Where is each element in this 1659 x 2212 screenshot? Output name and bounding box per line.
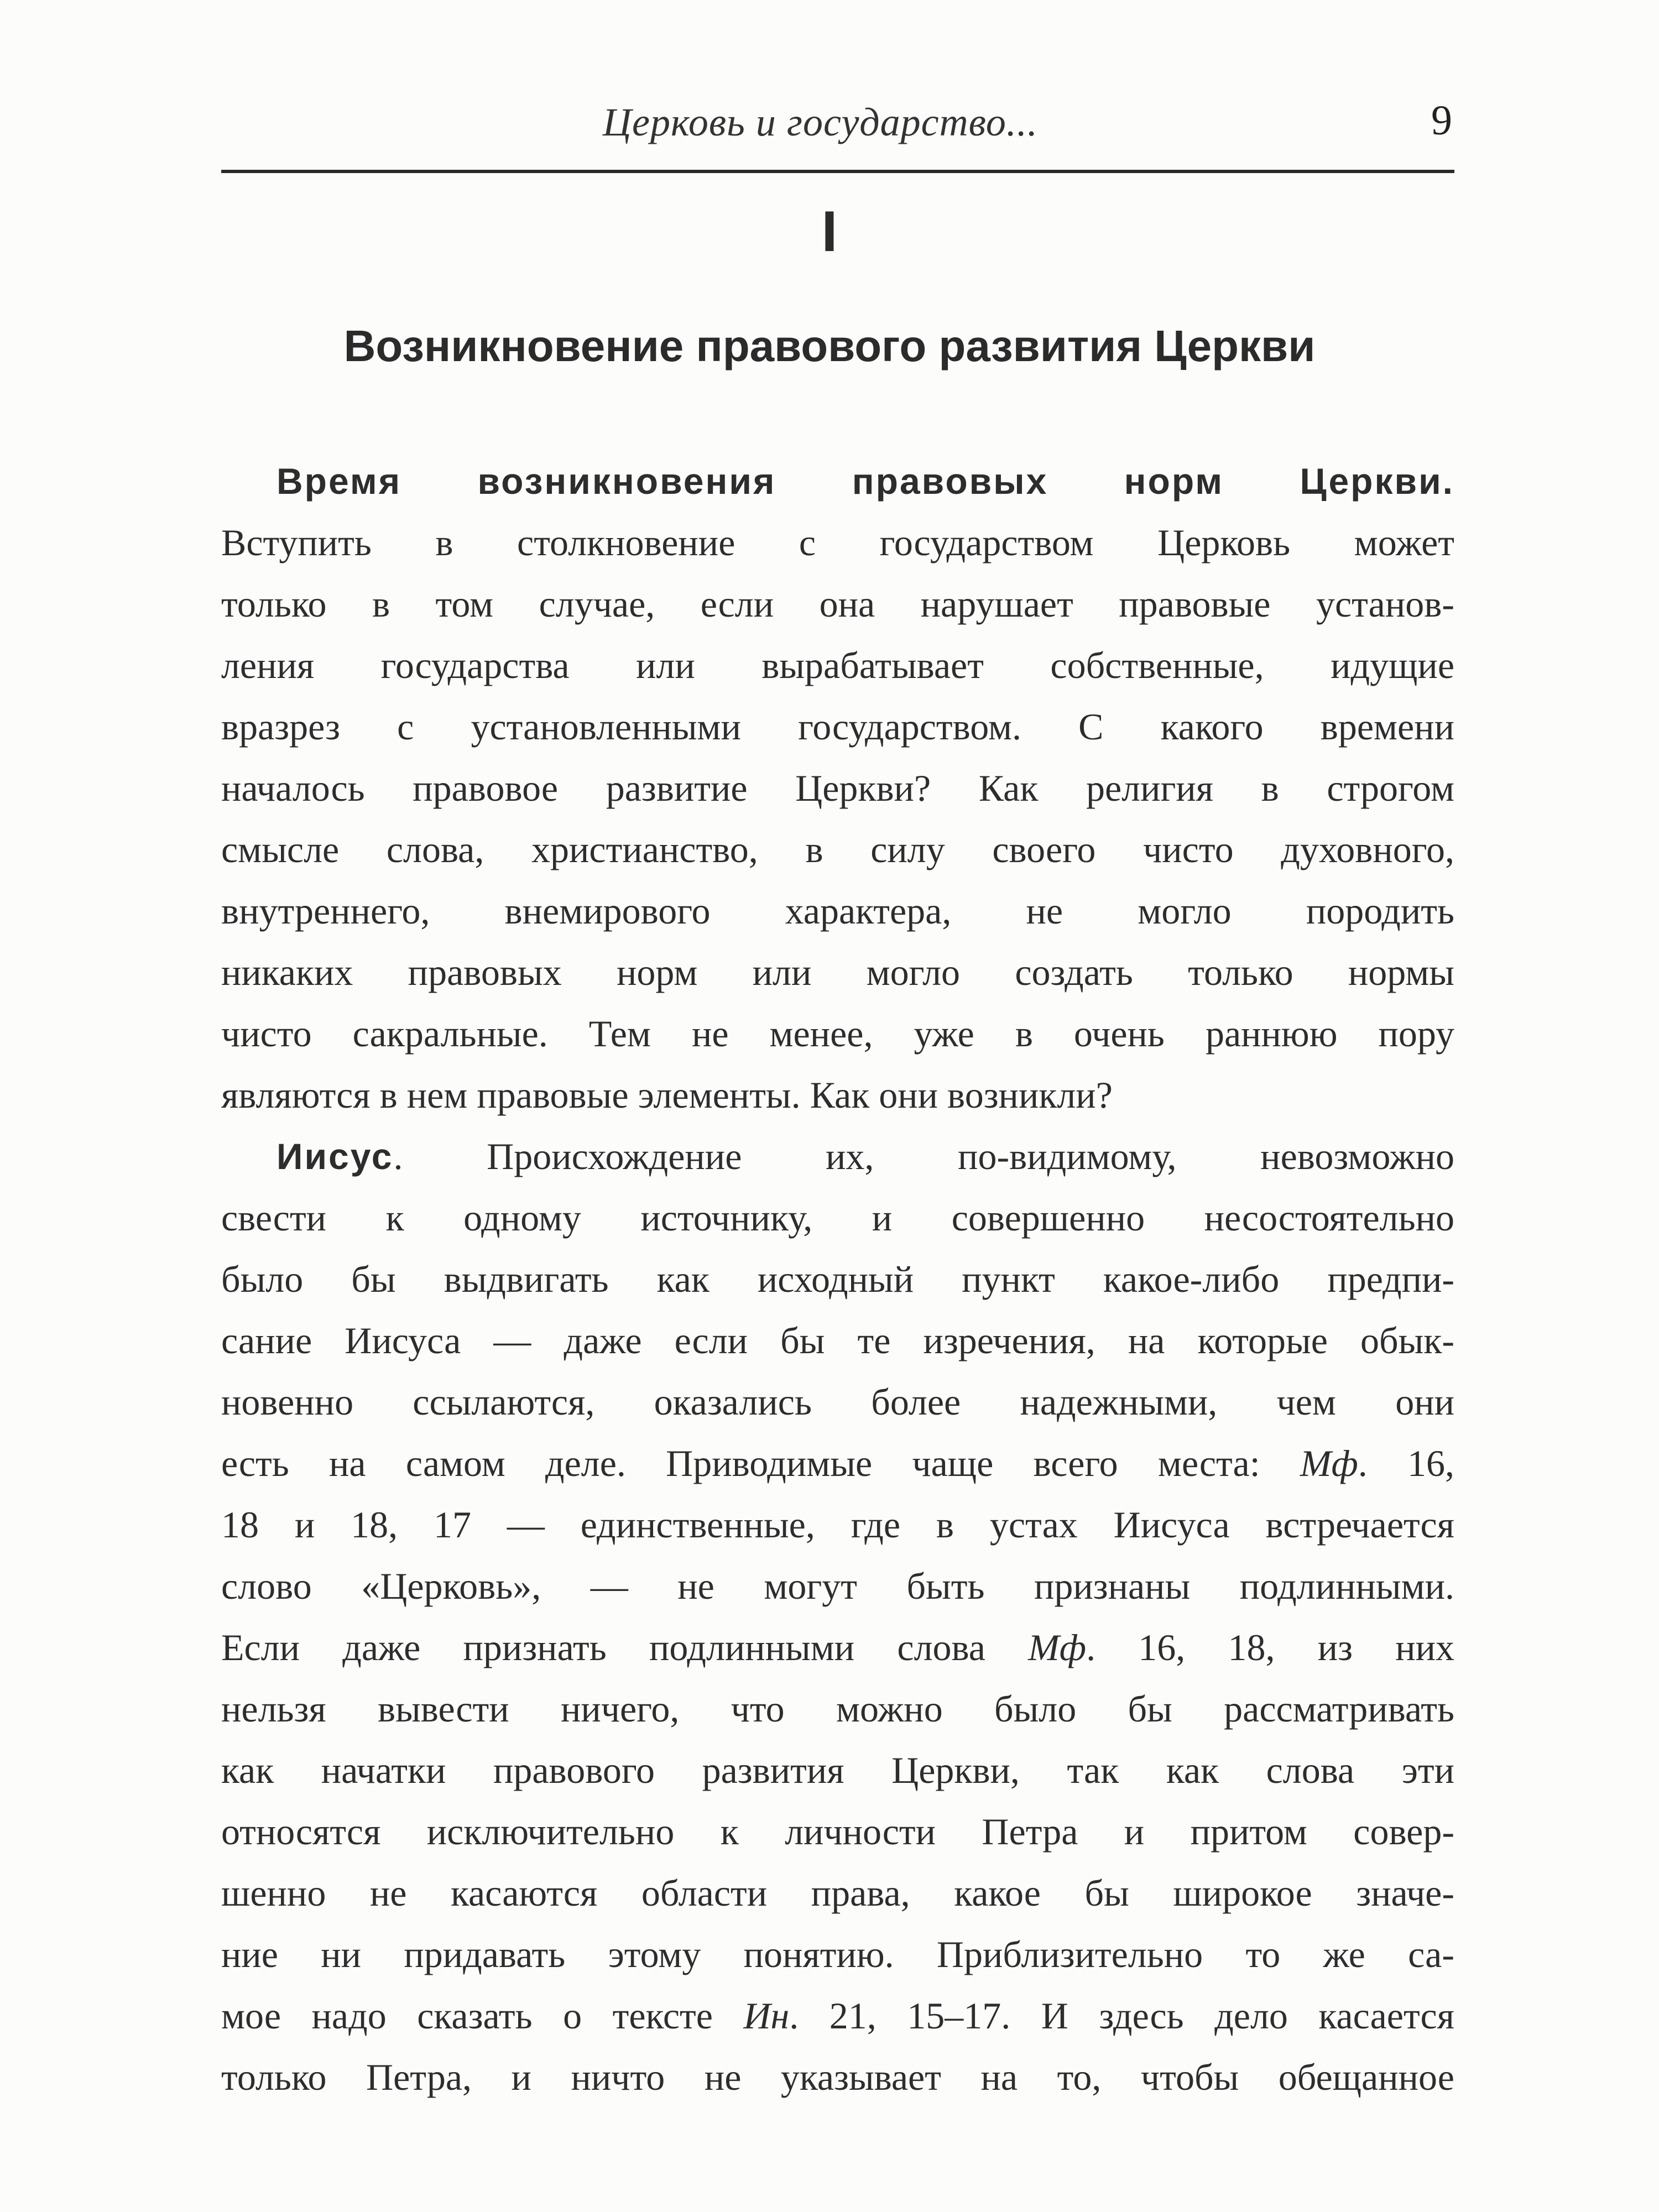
text-line bbox=[221, 1126, 1454, 1187]
text-line: внутреннего, внемирового характера, не могло породить bbox=[221, 890, 1454, 932]
text-fragment: есть на самом деле. Приводимые чаще всего места: bbox=[221, 1442, 1300, 1484]
text-line: 18 и 18, 17 — единственные, где в устах Иисуса встречается bbox=[221, 1504, 1454, 1546]
text-line: никаких правовых норм или могло создать только нормы bbox=[221, 951, 1454, 993]
text-line: новенно ссылаются, оказались более надежными, чем они bbox=[221, 1381, 1454, 1423]
header-rule bbox=[221, 170, 1454, 173]
text-line: свести к одному источнику, и совершенно несостоятельно bbox=[221, 1197, 1454, 1239]
body-text bbox=[221, 451, 1454, 2108]
paragraph-heading-text: Иисус bbox=[276, 1136, 394, 1177]
text-line: относятся исключительно к личности Петра и притом совер- bbox=[221, 1811, 1454, 1853]
text-fragment: . 21, 15–17. И здесь дело касается bbox=[789, 1995, 1454, 2037]
text-line: только в том случае, если она нарушает правовые установ- bbox=[221, 583, 1454, 625]
text-line: началось правовое развитие Церкви? Как религия в строгом bbox=[221, 767, 1454, 809]
text-fragment: . Происхождение их, по-видимому, невозможно bbox=[393, 1135, 1454, 1177]
running-title: Церковь и государство... bbox=[603, 100, 1038, 144]
text-line bbox=[221, 1985, 1454, 2047]
text-line: являются в нем правовые элементы. Как они возникли? bbox=[221, 1074, 1113, 1116]
text-line: как начатки правового развития Церкви, так как слова эти bbox=[221, 1749, 1454, 1791]
scripture-reference: Мф bbox=[1028, 1626, 1087, 1668]
paragraph-heading-text: Время возникновения правовых норм Церкви. bbox=[276, 461, 1454, 502]
page-number: 9 bbox=[1431, 97, 1452, 144]
text-line: смысле слова, христианство, в силу своего чисто духовного, bbox=[221, 828, 1454, 870]
text-fragment: мое надо сказать о тексте bbox=[221, 1995, 744, 2037]
text-line: ние ни придавать этому понятию. Приблизительно то же са- bbox=[221, 1933, 1454, 1975]
text-line: слово «Церковь», — не могут быть признаны подлинными. bbox=[221, 1565, 1454, 1607]
scripture-reference: Ин bbox=[743, 1995, 790, 2037]
chapter-number: I bbox=[821, 200, 838, 264]
text-line: вразрез с установленными государством. С какого времени bbox=[221, 706, 1454, 748]
text-line: Вступить в столкновение с государством Церковь может bbox=[221, 521, 1454, 564]
text-line bbox=[221, 1617, 1454, 1678]
text-line: нельзя вывести ничего, что можно было бы рассматривать bbox=[221, 1688, 1454, 1730]
paragraph-heading bbox=[221, 451, 1454, 512]
text-fragment: . 16, 18, из них bbox=[1086, 1626, 1454, 1668]
text-line: чисто сакральные. Тем не менее, уже в очень раннюю пору bbox=[221, 1013, 1454, 1055]
page-header bbox=[221, 97, 1454, 174]
text-line: было бы выдвигать как исходный пункт какое-либо предпи- bbox=[221, 1258, 1454, 1300]
text-fragment: Если даже признать подлинными слова bbox=[221, 1626, 1029, 1668]
text-line: шенно не касаются области права, какое бы широкое значе- bbox=[221, 1872, 1454, 1914]
text-line: сание Иисуса — даже если бы те изречения, на которые обык- bbox=[221, 1319, 1454, 1361]
text-line: ления государства или вырабатывает собственные, идущие bbox=[221, 644, 1454, 686]
text-fragment: . 16, bbox=[1358, 1442, 1455, 1484]
chapter-title: Возникновение правового развития Церкви bbox=[343, 321, 1316, 371]
text-line bbox=[221, 1433, 1454, 1494]
text-line: только Петра, и ничто не указывает на то, чтобы обещанное bbox=[221, 2056, 1454, 2098]
scripture-reference: Мф bbox=[1300, 1442, 1358, 1484]
